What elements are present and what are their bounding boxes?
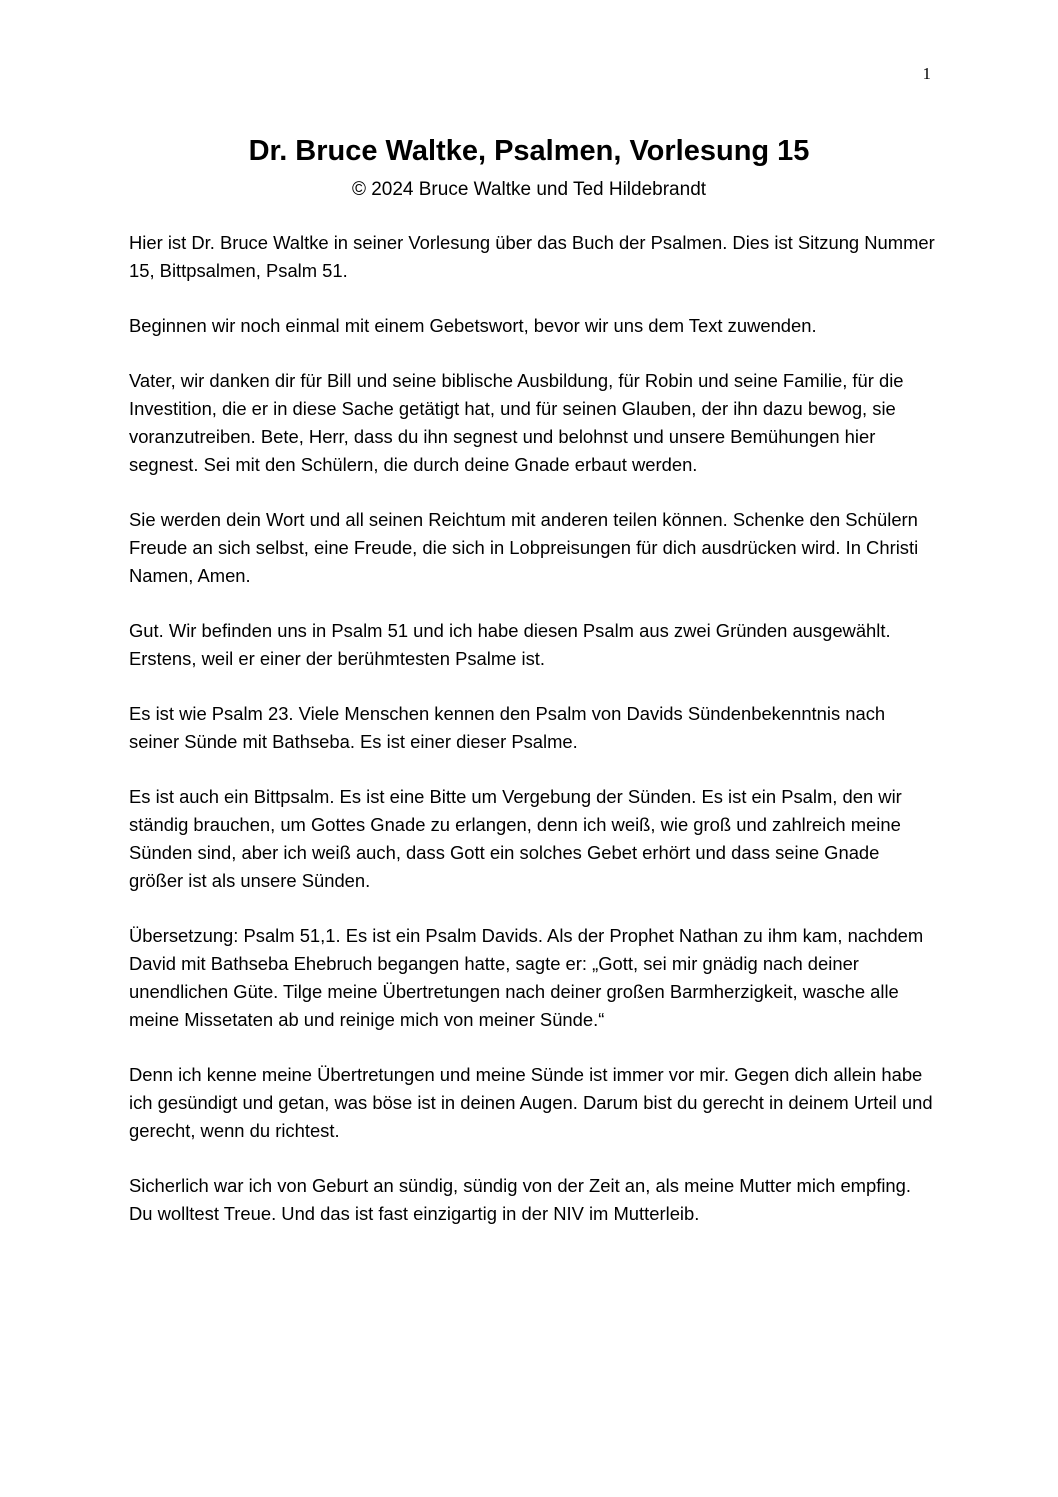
- paragraph: Hier ist Dr. Bruce Waltke in seiner Vorlesung über das Buch der Psalmen. Dies ist Sitzung Nummer 15, Bittpsalmen, Psalm 51.: [129, 232, 935, 281]
- page-number: 1: [922, 64, 931, 83]
- paragraph: Gut. Wir befinden uns in Psalm 51 und ich habe diesen Psalm aus zwei Gründen ausgewählt. Erstens, weil er einer der berühmtesten Psalme ist.: [129, 620, 891, 669]
- copyright-line: © 2024 Bruce Waltke und Ted Hildebrandt: [351, 179, 707, 200]
- paragraph: Sie werden dein Wort und all seinen Reichtum mit anderen teilen können. Schenke den Schülern Freude an sich selbst, eine Freude, die sich in Lobpreisungen für dich ausdrücken wird. In Christi Namen, Amen.: [129, 509, 919, 586]
- document-body: [129, 229, 937, 1255]
- paragraph: Denn ich kenne meine Übertretungen und meine Sünde ist immer vor mir. Gegen dich allein habe ich gesündigt und getan, was böse ist in deinen Augen. Darum bist du gerecht in deinem Urteil und gerecht, wenn du richtest.: [129, 1064, 933, 1141]
- paragraph: Es ist wie Psalm 23. Viele Menschen kennen den Psalm von Davids Sündenbekenntnis nach seiner Sünde mit Bathseba. Es ist einer dieser Psalme.: [129, 703, 886, 752]
- paragraph: Es ist auch ein Bittpsalm. Es ist eine Bitte um Vergebung der Sünden. Es ist ein Psalm, den wir ständig brauchen, um Gottes Gnade zu erlangen, denn ich weiß, wie groß und zahlreich meine Sünden sind, aber ich weiß auch, dass Gott ein solches Gebet erhört und dass seine Gnade größer ist als unsere Sünden.: [129, 786, 902, 891]
- paragraph: Beginnen wir noch einmal mit einem Gebetswort, bevor wir uns dem Text zuwenden.: [129, 315, 817, 336]
- paragraph: Sicherlich war ich von Geburt an sündig, sündig von der Zeit an, als meine Mutter mich empfing. Du wolltest Treue. Und das ist fast einzigartig in der NIV im Mutterleib.: [129, 1175, 911, 1224]
- paragraph: Vater, wir danken dir für Bill und seine biblische Ausbildung, für Robin und seine Familie, für die Investition, die er in diese Sache getätigt hat, und für seinen Glauben, der ihn dazu bewog, sie voranzutreiben. Bete, Herr, dass du ihn segnest und belohnst und unsere Bemühungen hier segnest. Sei mit den Schülern, die durch deine Gnade erbaut werden.: [129, 370, 904, 475]
- document-title: Dr. Bruce Waltke, Psalmen, Vorlesung 15: [248, 135, 810, 167]
- paragraph: Übersetzung: Psalm 51,1. Es ist ein Psalm Davids. Als der Prophet Nathan zu ihm kam, nachdem David mit Bathseba Ehebruch begangen hatte, sagte er: „Gott, sei mir gnädig nach deiner unendlichen Güte. Tilge meine Übertretungen nach deiner großen Barmherzigkeit, wasche alle meine Missetaten ab und reinige mich von meiner Sünde.“: [129, 925, 924, 1030]
